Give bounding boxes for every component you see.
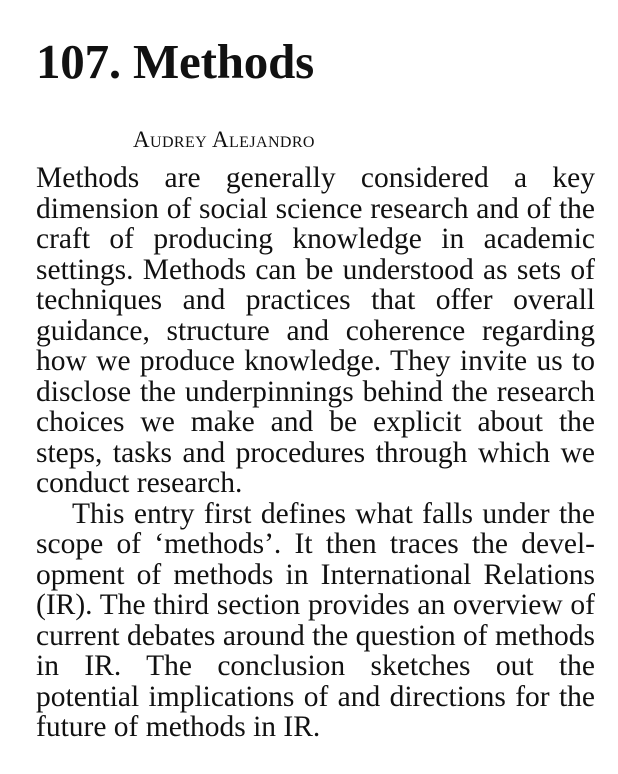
paragraph-intro: Methods are generally considered a key dimension of social science research and of the craft of producing knowledge in academic settings. Methods can be understood as sets of techniques and practices that offer overall guidance, structure and coherence regarding how we produce knowledge. They invite us to disclose the underpinnings behind the research choices we make and be explicit about the steps, tasks and procedures through which we conduct research.: [36, 162, 595, 499]
page-content: [36, 34, 595, 743]
body-text: [36, 163, 595, 743]
author-name: Audrey Alejandro: [133, 127, 315, 152]
chapter-title: 107. Methods: [36, 34, 314, 89]
paragraph-outline: This entry first defines what falls under the scope of ‘methods’. It then traces the development of methods in International Relations (IR). The third section provides an overview of current debates around the question of methods in IR. The conclusion sketches out the potential implications of and directions for the future of methods in IR.: [36, 497, 595, 743]
